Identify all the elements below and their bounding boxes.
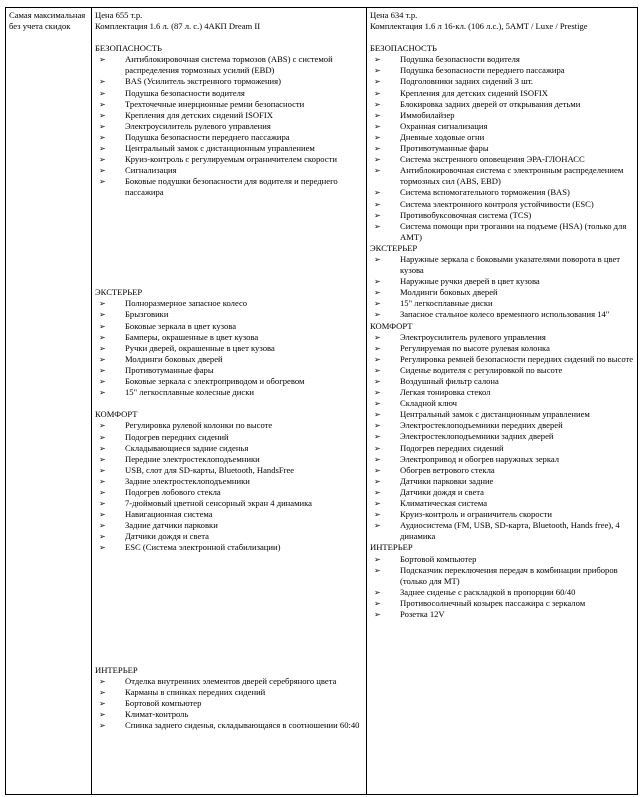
config-text: Комплектация 1.6 л. (87 л. с.) 4АКП Dream II xyxy=(95,21,261,32)
list-item: ➢ Молдинги боковых дверей xyxy=(370,287,634,298)
list-item: ➢ Электропривод и обогрев наружных зеркал xyxy=(370,454,634,465)
list-item: ➢ Боковые зеркала с электроприводом и обогревом xyxy=(95,376,363,387)
feature-list xyxy=(370,554,634,621)
list-item: ➢ Боковые подушки безопасности для водителя и переднего пассажира xyxy=(95,176,363,198)
list-item: ➢ BAS (Усилитель экстренного торможения) xyxy=(95,76,363,87)
section-heading: ЭКСТЕРЬЕР xyxy=(95,287,143,298)
list-item: ➢ Наружные зеркала с боковыми указателями поворота в цвет кузова xyxy=(370,254,634,276)
list-item: ➢ Подогрев передних сидений xyxy=(370,443,634,454)
feature-list xyxy=(95,298,363,398)
list-item: ➢ Датчики дождя и света xyxy=(370,487,634,498)
list-item: ➢ Розетка 12V xyxy=(370,609,634,620)
list-item: ➢ Бортовой компьютер xyxy=(95,698,363,709)
list-item: ➢ Обогрев ветрового стекла xyxy=(370,465,634,476)
list-item: ➢ Противотуманные фары xyxy=(370,143,634,154)
list-item: ➢ Полноразмерное запасное колесо xyxy=(95,298,363,309)
list-item: ➢ Охранная сигнализация xyxy=(370,121,634,132)
list-item: ➢ Карманы в спинках передних сидений xyxy=(95,687,363,698)
list-item: ➢ Задние электростеклоподъемники xyxy=(95,476,363,487)
list-item: ➢ Датчики парковки задние xyxy=(370,476,634,487)
list-item: ➢ Сигнализация xyxy=(95,165,363,176)
list-item: ➢ Дневные ходовые огни xyxy=(370,132,634,143)
feature-list xyxy=(370,332,634,543)
list-item: ➢ Регулировка рулевой колонки по высоте xyxy=(95,420,363,431)
list-item: ➢ Антиблокировочная система с электронным распределением тормозных сил (ABS, EBD) xyxy=(370,165,634,187)
feature-list xyxy=(370,254,634,321)
list-item: ➢ Подголовники задних сидений 3 шт. xyxy=(370,76,634,87)
list-item: ➢ Задние датчики парковки xyxy=(95,520,363,531)
sections-list xyxy=(370,43,634,620)
list-item: ➢ Противотуманные фары xyxy=(95,365,363,376)
section-heading: ИНТЕРЬЕР xyxy=(95,664,138,675)
list-item: ➢ Регулируемая по высоте рулевая колонка xyxy=(370,343,634,354)
config-text: Комплектация 1.6 л 16-кл. (106 л.с.), 5AMT / Luxe / Prestige xyxy=(370,21,588,32)
list-item: ➢ Аудиосистема (FM, USB, SD-карта, Bluetooth, Hands free), 4 динамика xyxy=(370,520,634,542)
column-heading: Самая максимальная без учета скидок xyxy=(9,10,86,32)
list-item: ➢ Отделка внутренних элементов дверей серебряного цвета xyxy=(95,676,363,687)
list-item: ➢ Боковые зеркала в цвет кузова xyxy=(95,321,363,332)
list-item: ➢ Передние электростеклоподъемники xyxy=(95,454,363,465)
list-item: ➢ Круиз-контроль с регулируемым ограничителем скорости xyxy=(95,154,363,165)
list-item: ➢ Электроусилитель рулевого управления xyxy=(370,332,634,343)
list-item: ➢ Подушка безопасности переднего пассажира xyxy=(370,65,634,76)
list-item: ➢ Подогрев передних сидений xyxy=(95,432,363,443)
list-item: ➢ Ручки дверей, окрашенные в цвет кузова xyxy=(95,343,363,354)
list-item: ➢ Система экстренного оповещения ЭРА-ГЛОНАСС xyxy=(370,154,634,165)
list-item: ➢ 7-дюймовый цветной сенсорный экран 4 динамика xyxy=(95,498,363,509)
list-item: ➢ Датчики дождя и света xyxy=(95,531,363,542)
list-item: ➢ Регулировка ремней безопасности передних сидений по высоте xyxy=(370,354,634,365)
sections-list xyxy=(95,43,363,731)
list-item: ➢ Центральный замок с дистанционным управлением xyxy=(370,409,634,420)
list-item: ➢ Подсказчик переключения передач в комбинации приборов (только для МТ) xyxy=(370,565,634,587)
list-item: ➢ Бамперы, окрашенные в цвет кузова xyxy=(95,332,363,343)
section-heading: БЕЗОПАСНОСТЬ xyxy=(370,43,437,54)
feature-list xyxy=(95,676,363,731)
list-item: ➢ 15" легкосплавные диски xyxy=(370,298,634,309)
list-item: ➢ Блокировка задних дверей от открывания детьми xyxy=(370,99,634,110)
list-item: ➢ Складной ключ xyxy=(370,398,634,409)
list-item: ➢ Электростеклоподъемники задних дверей xyxy=(370,431,634,442)
list-item: ➢ Крепления для детских сидений ISOFIX xyxy=(95,110,363,121)
feature-list xyxy=(95,420,363,553)
list-item: ➢ Круиз-контроль и ограничитель скорости xyxy=(370,509,634,520)
list-item: ➢ Иммобилайзер xyxy=(370,110,634,121)
list-item: ➢ Антиблокировочная система тормозов (ABS) с системой распределения тормозных усилий (EBD) xyxy=(95,54,363,76)
list-item: ➢ Подушка безопасности переднего пассажира xyxy=(95,132,363,143)
table-row xyxy=(6,8,638,795)
comparison-table xyxy=(5,7,638,795)
list-item: ➢ Подушка безопасности водителя xyxy=(95,88,363,99)
list-item: ➢ Молдинги боковых дверей xyxy=(95,354,363,365)
section-heading: БЕЗОПАСНОСТЬ xyxy=(95,43,162,54)
section-heading: ЭКСТЕРЬЕР xyxy=(370,242,418,253)
feature-list xyxy=(95,54,363,198)
list-item: ➢ Спинка заднего сиденья, складывающаяся в соотношении 60:40 xyxy=(95,720,363,731)
list-item: ➢ Трехточечные инерционные ремни безопасности xyxy=(95,99,363,110)
list-item: ➢ Подогрев лобового стекла xyxy=(95,487,363,498)
list-item: ➢ Запасное стальное колесо временного использования 14" xyxy=(370,309,634,320)
list-item: ➢ Воздушный фильтр салона xyxy=(370,376,634,387)
section-heading: ИНТЕРЬЕР xyxy=(370,542,413,553)
list-item: ➢ USB, слот для SD-карты, Bluetooth, HandsFree xyxy=(95,465,363,476)
list-item: ➢ Противосолнечный козырек пассажира с зеркалом xyxy=(370,598,634,609)
list-item: ➢ Заднее сиденье с раскладкой в пропорции 60/40 xyxy=(370,587,634,598)
list-item: ➢ ESC (Система электронной стабилизации) xyxy=(95,542,363,553)
price-text: Цена 634 т.р. xyxy=(370,10,418,20)
list-item: ➢ Навигационная система xyxy=(95,509,363,520)
list-item: ➢ Легкая тонировка стекол xyxy=(370,387,634,398)
list-item: ➢ Бортовой компьютер xyxy=(370,554,634,565)
list-item: ➢ Брызговики xyxy=(95,309,363,320)
list-item: ➢ Электроусилитель рулевого управления xyxy=(95,121,363,132)
feature-list xyxy=(370,54,634,243)
price-text: Цена 655 т.р. xyxy=(95,10,143,20)
list-item: ➢ Центральный замок с дистанционным управлением xyxy=(95,143,363,154)
section-heading: КОМФОРТ xyxy=(95,409,138,420)
section-heading: КОМФОРТ xyxy=(370,320,413,331)
label-cell xyxy=(6,8,92,795)
list-item: ➢ Система помощи при трогании на подъеме (HSA) (только для AMT) xyxy=(370,221,634,243)
list-item: ➢ Система вспомогательного торможения (BAS) xyxy=(370,187,634,198)
list-item: ➢ Климатическая система xyxy=(370,498,634,509)
list-item: ➢ Противобуксовочная система (TCS) xyxy=(370,210,634,221)
list-item: ➢ Складывающиеся задние сиденья xyxy=(95,443,363,454)
list-item: ➢ Сиденье водителя с регулировкой по высоте xyxy=(370,365,634,376)
list-item: ➢ Система электронного контроля устойчивости (ESC) xyxy=(370,199,634,210)
list-item: ➢ Наружные ручки дверей в цвет кузова xyxy=(370,276,634,287)
list-item: ➢ Электростеклоподъемники передних дверей xyxy=(370,420,634,431)
trim-column-left xyxy=(92,8,367,795)
list-item: ➢ Климат-контроль xyxy=(95,709,363,720)
list-item: ➢ 15" легкосплавные колесные диски xyxy=(95,387,363,398)
list-item: ➢ Крепления для детских сидений ISOFIX xyxy=(370,88,634,99)
list-item: ➢ Подушка безопасности водителя xyxy=(370,54,634,65)
trim-column-right xyxy=(367,8,638,795)
